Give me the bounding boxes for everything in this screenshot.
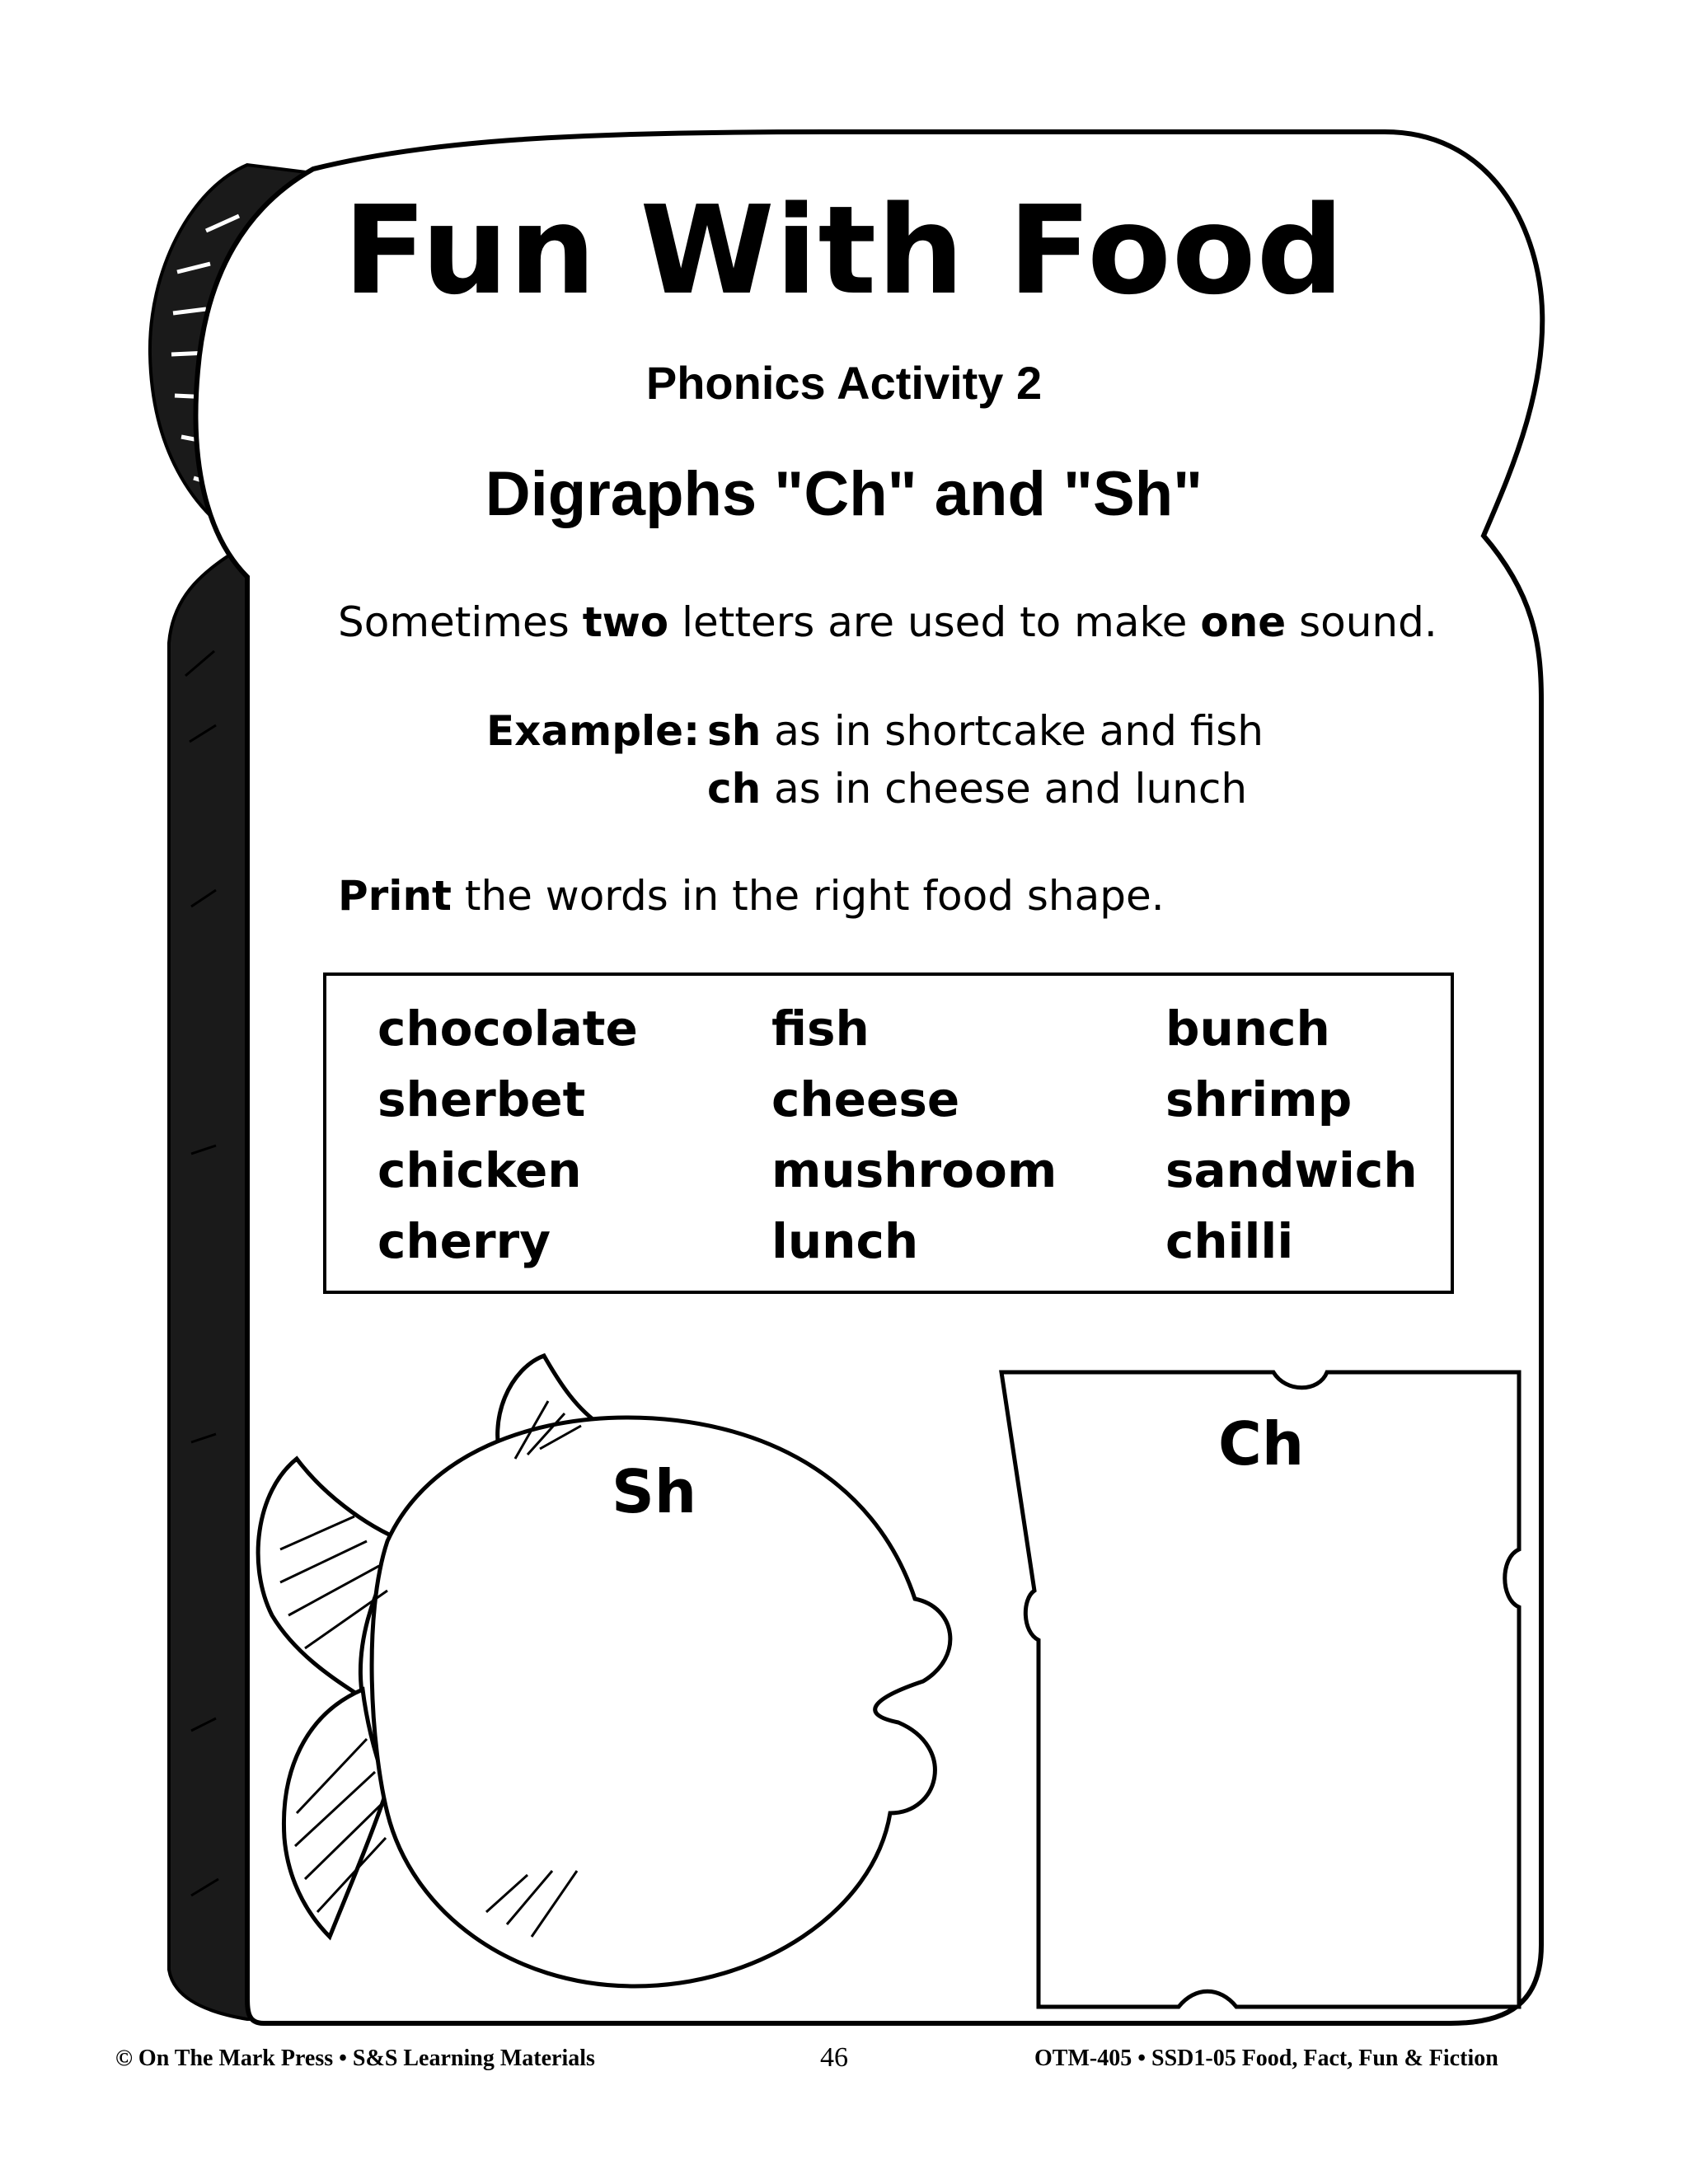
example-sh: sh xyxy=(707,707,762,755)
instruction-bold-print: Print xyxy=(338,872,452,920)
word-item: lunch xyxy=(771,1213,919,1269)
intro-text-2: letters are used to make xyxy=(668,598,1201,646)
word-item: bunch xyxy=(1165,1001,1330,1057)
digraph-heading: Digraphs "Ch" and "Sh" xyxy=(485,459,1203,529)
cheese-ch-label: Ch xyxy=(1218,1409,1305,1479)
example-label: Example: xyxy=(486,707,701,755)
word-item: mushroom xyxy=(771,1142,1057,1198)
word-item: sherbet xyxy=(377,1071,586,1127)
word-item: chocolate xyxy=(377,1001,638,1057)
instruction-text: the words in the right food shape. xyxy=(451,872,1165,920)
fish-sh-label: Sh xyxy=(612,1457,697,1526)
example-line-sh xyxy=(707,707,1264,755)
example-sh-text: as in shortcake and fish xyxy=(761,707,1264,755)
word-item: chilli xyxy=(1165,1213,1294,1269)
activity-subtitle: Phonics Activity 2 xyxy=(645,357,1043,409)
word-item: shrimp xyxy=(1165,1071,1353,1127)
footer-copyright: © On The Mark Press • S&S Learning Materials xyxy=(115,2046,595,2071)
instruction-sentence xyxy=(338,872,1165,920)
example-ch: ch xyxy=(707,765,762,813)
word-item: fish xyxy=(771,1001,870,1057)
example-line-ch xyxy=(707,765,1247,813)
word-item: chicken xyxy=(377,1142,582,1198)
word-item: cheese xyxy=(771,1071,960,1127)
intro-bold-two: two xyxy=(582,598,669,646)
word-bank-box xyxy=(323,972,1454,1294)
word-item: cherry xyxy=(377,1213,551,1269)
intro-text-3: sound. xyxy=(1286,598,1437,646)
page-title: Fun With Food xyxy=(343,180,1345,321)
intro-text-1: Sometimes xyxy=(338,598,583,646)
intro-sentence xyxy=(338,598,1437,646)
page-number: 46 xyxy=(820,2042,848,2073)
intro-bold-one: one xyxy=(1200,598,1287,646)
footer-product-code: OTM-405 • SSD1-05 Food, Fact, Fun & Fiction xyxy=(1034,2046,1498,2071)
example-ch-text: as in cheese and lunch xyxy=(761,765,1248,813)
word-item: sandwich xyxy=(1165,1142,1418,1198)
